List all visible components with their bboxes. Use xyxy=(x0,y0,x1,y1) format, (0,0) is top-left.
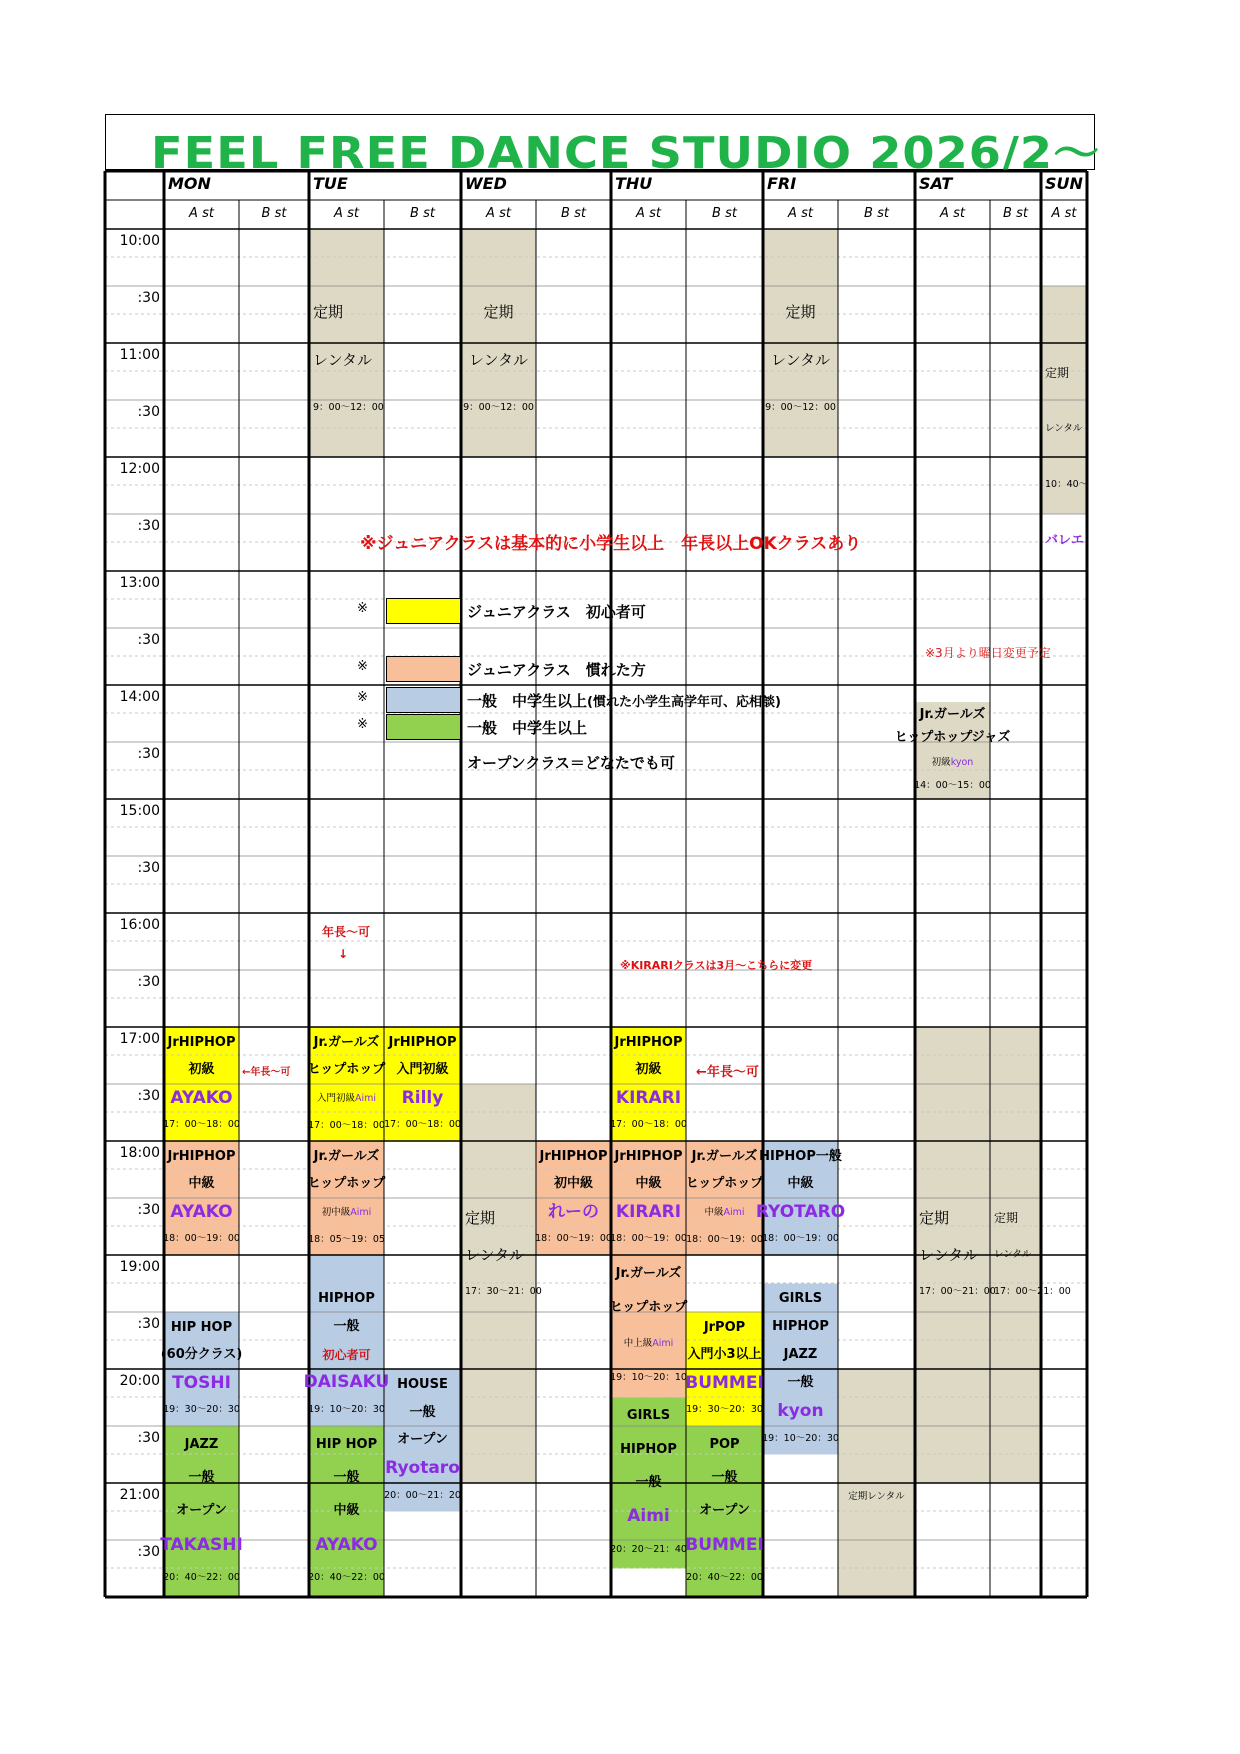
class-level: 一般 xyxy=(333,1319,360,1335)
time-label: :30 xyxy=(137,860,160,876)
legend-label: 一般 中学生以上(慣れた小学生高学年可、応相談) xyxy=(467,692,781,710)
studio-header: A st xyxy=(1051,206,1077,221)
instructor: kyon xyxy=(777,1400,824,1421)
class-tue-girls1 xyxy=(309,1027,384,1141)
legend-label: ジュニアクラス 慣れた方 xyxy=(467,661,646,679)
class-fri-hiphop xyxy=(755,1141,846,1255)
day-header-mon: MON xyxy=(168,174,211,193)
studio-header: B st xyxy=(410,206,435,221)
time-label: :30 xyxy=(137,1088,160,1104)
class-thu-b-pop xyxy=(686,1312,763,1426)
instructor: KIRARI xyxy=(615,1201,682,1222)
class-level: 入門初級 xyxy=(316,1092,355,1104)
time-label: :30 xyxy=(137,1544,160,1560)
time-label: 17:00 xyxy=(119,1031,160,1047)
time-label: :30 xyxy=(137,1316,160,1332)
instructor: Aimi xyxy=(652,1338,674,1350)
rental-sat-b xyxy=(990,1198,1071,1312)
time-label: :30 xyxy=(137,404,160,420)
studio-header: B st xyxy=(712,206,737,221)
class-name: JrHIPHOP xyxy=(167,1148,236,1164)
class-time: 19：30～20：30 xyxy=(163,1404,240,1416)
class-level: (60分クラス) xyxy=(160,1347,243,1363)
time-label: :30 xyxy=(137,290,160,306)
rental-time: 17：00～21：00 xyxy=(994,1285,1071,1297)
class-line xyxy=(932,754,974,770)
legend-label: ジュニアクラス 初心者可 xyxy=(467,603,646,621)
class-note: 初心者可 xyxy=(322,1347,371,1362)
time-label: 14:00 xyxy=(119,689,160,705)
class-level: 初中級 xyxy=(553,1176,593,1192)
class-time: 19：10～20：10 xyxy=(610,1372,687,1384)
rental-fri-b xyxy=(838,1483,915,1512)
time-label: 15:00 xyxy=(119,803,160,819)
studio-header: A st xyxy=(788,206,813,221)
class-mon-jazz xyxy=(160,1426,243,1597)
rental-sat-a xyxy=(915,1198,996,1312)
instructor: Aimi xyxy=(723,1206,745,1218)
class-line xyxy=(317,1090,376,1106)
class-name: GIRLS xyxy=(626,1408,671,1424)
class-level: JAZZ xyxy=(783,1347,818,1363)
studio-header: A st xyxy=(940,206,965,221)
legend-swatch xyxy=(386,656,461,682)
instructor: Aimi xyxy=(627,1506,670,1527)
class-level: 中級 xyxy=(704,1206,724,1218)
class-level: 初中級 xyxy=(321,1206,351,1218)
class-time: 20：00～21：20 xyxy=(384,1489,461,1501)
class-level: 入門小3以上 xyxy=(687,1347,762,1363)
instructor: Rilly xyxy=(401,1087,444,1108)
class-thu-girls-hiphop xyxy=(611,1398,686,1569)
rental-time: 17：00～21：00 xyxy=(919,1285,996,1297)
page-title: FEEL FREE DANCE STUDIO 2026/2～ xyxy=(151,128,1101,179)
rental-time: 10：40～ xyxy=(1045,479,1089,490)
rental-fri xyxy=(763,286,838,434)
class-name: GIRLS xyxy=(778,1291,823,1307)
thu-kinder-note: ←年長～可 xyxy=(696,1065,759,1080)
class-tue-hiphop2 xyxy=(309,1426,384,1597)
class-level: オープン xyxy=(176,1503,227,1519)
class-mon-jr2 xyxy=(164,1141,239,1255)
class-thu-girls3 xyxy=(611,1255,686,1398)
time-label: :30 xyxy=(137,632,160,648)
instructor: kyon xyxy=(950,756,974,768)
instructor: AYAKO xyxy=(315,1534,378,1555)
studio-header: B st xyxy=(561,206,586,221)
class-name: JrHIPHOP xyxy=(539,1148,608,1164)
time-label: :30 xyxy=(137,746,160,762)
time-label: 10:00 xyxy=(119,233,160,249)
class-time: 20：40～22：00 xyxy=(308,1572,385,1584)
class-time: 19：10～20：30 xyxy=(762,1432,839,1444)
studio-header: A st xyxy=(334,206,359,221)
rental-tue xyxy=(309,286,384,434)
class-level: HIPHOP xyxy=(620,1441,677,1457)
class-level: 初級 xyxy=(188,1062,215,1078)
instructor: DAISAKU xyxy=(303,1372,390,1393)
class-time: 18：00～19：00 xyxy=(762,1233,839,1245)
class-level: 一般 xyxy=(333,1470,360,1486)
day-header-tue: TUE xyxy=(313,174,348,193)
mon-kinder-note: ←年長～可 xyxy=(242,1067,291,1078)
legend-sub-label: (慣れた小学生高学年可、応相談) xyxy=(587,695,781,710)
day-header-thu: THU xyxy=(615,174,653,193)
class-time: 18：00～19：00 xyxy=(686,1233,763,1245)
time-label: 13:00 xyxy=(119,575,160,591)
rental-label: レンタル xyxy=(313,351,373,370)
class-level: 一般 xyxy=(409,1404,436,1420)
instructor: TOSHI xyxy=(172,1372,231,1393)
day-header-sat: SAT xyxy=(919,174,953,193)
class-time: 17：00～18：00 xyxy=(308,1119,385,1131)
instructor: RYOTARO xyxy=(755,1201,846,1222)
tue-kinder-note: 年長～可 xyxy=(322,925,371,939)
class-time: 18：00～19：00 xyxy=(535,1233,612,1245)
rental-label: 定期 xyxy=(465,1209,496,1228)
class-time: 18：05～19：05 xyxy=(308,1233,385,1245)
legend-mark: ※ xyxy=(357,717,368,732)
rental-time: 17：30～21：00 xyxy=(465,1285,542,1297)
legend-label: 一般 中学生以上 xyxy=(467,719,588,737)
class-thu-jr2 xyxy=(611,1141,686,1255)
time-label: 12:00 xyxy=(119,461,160,477)
rental-wed-eve xyxy=(461,1198,542,1312)
class-name: Jr.ガールズ xyxy=(691,1148,758,1164)
class-name: HIPHOP xyxy=(318,1291,375,1307)
rental-label: 定期レンタル xyxy=(848,1491,905,1503)
instructor: Aimi xyxy=(354,1092,377,1104)
instructor: AYAKO xyxy=(170,1201,233,1222)
rental-time: 9：00～12：00 xyxy=(463,402,534,414)
rental-time: 9：00～12：00 xyxy=(765,402,836,414)
class-sat-girls xyxy=(894,702,1011,799)
rental-label: 定期 xyxy=(994,1211,1019,1226)
class-thu-b-pop2 xyxy=(686,1426,763,1597)
class-name: HOUSE xyxy=(397,1376,448,1392)
time-label: :30 xyxy=(137,518,160,534)
time-label: 19:00 xyxy=(119,1259,160,1275)
class-tue-girls2 xyxy=(309,1141,384,1255)
legend-mark: ※ xyxy=(357,601,368,616)
rental-label: レンタル xyxy=(919,1245,979,1264)
class-wed-b-jr xyxy=(536,1141,611,1255)
instructor: Aimi xyxy=(350,1206,372,1218)
rental-label: レンタル xyxy=(1045,423,1083,434)
class-tue-b-jr xyxy=(384,1027,461,1141)
legend-open-class: オープンクラス＝どなたでも可 xyxy=(467,754,675,772)
class-name: Jr.ガールズ xyxy=(615,1266,682,1282)
instructor: TAKASHI xyxy=(160,1534,243,1555)
class-time: 14：00～15：00 xyxy=(914,779,991,791)
class-level: 一般 xyxy=(635,1474,662,1490)
junior-class-note: ※ジュニアクラスは基本的に小学生以上 年長以上OKクラスあり xyxy=(360,534,862,554)
time-label: 21:00 xyxy=(119,1487,160,1503)
instructor: れーの xyxy=(548,1201,599,1222)
class-thu-jr1 xyxy=(611,1027,686,1141)
studio-header: B st xyxy=(864,206,889,221)
studio-header: B st xyxy=(1003,206,1028,221)
class-time: 17：00～18：00 xyxy=(610,1119,687,1131)
rental-wed xyxy=(461,286,536,434)
kirari-change-note: ※KIRARIクラスは3月～こちらに変更 xyxy=(620,959,813,972)
rental-label: 定期 xyxy=(483,303,514,322)
class-level: 初級 xyxy=(931,756,951,768)
studio-header: A st xyxy=(486,206,511,221)
class-mon-jr1 xyxy=(164,1027,239,1141)
instructor: KIRARI xyxy=(615,1087,682,1108)
class-name: HIPHOP一般 xyxy=(759,1148,842,1164)
studio-header: B st xyxy=(261,206,287,221)
class-level: 入門初級 xyxy=(396,1062,449,1078)
class-time: 20：20～21：40 xyxy=(610,1543,687,1555)
legend-swatch xyxy=(386,687,461,713)
rental-label: 定期 xyxy=(313,303,344,322)
rental-label: レンタル xyxy=(468,351,529,370)
class-time: 20：40～22：00 xyxy=(163,1572,240,1584)
saturday-change-note: ※3月より曜日変更予定 xyxy=(925,646,1051,660)
class-name: Jr.ガールズ xyxy=(313,1034,380,1050)
class-level: ヒップホップ xyxy=(609,1300,688,1316)
class-time: 18：00～19：00 xyxy=(610,1233,687,1245)
tue-kinder-arrow: ↓ xyxy=(338,947,349,961)
class-level: 一般 xyxy=(711,1470,738,1486)
class-name: JrHIPHOP xyxy=(388,1034,457,1050)
class-line xyxy=(704,1204,744,1220)
class-line xyxy=(624,1335,674,1351)
time-label: :30 xyxy=(137,1430,160,1446)
class-tue-hiphop xyxy=(303,1284,390,1427)
class-level: ヒップホップ xyxy=(685,1175,764,1191)
class-name: JAZZ xyxy=(184,1436,219,1452)
time-label: 20:00 xyxy=(119,1373,160,1389)
class-level: ヒップホップ xyxy=(307,1061,386,1077)
legend-swatch xyxy=(386,714,461,740)
studio-header: A st xyxy=(189,206,214,221)
rental-label: レンタル xyxy=(770,351,831,370)
time-label: :30 xyxy=(137,974,160,990)
class-level: 一般 xyxy=(188,1470,215,1486)
rental-label: 定期 xyxy=(1045,366,1070,380)
time-label: :30 xyxy=(137,1202,160,1218)
instructor: Ryotaro xyxy=(385,1457,460,1478)
class-level: ヒップホップジャズ xyxy=(894,730,1011,746)
day-header-sun: SUN xyxy=(1045,174,1083,193)
class-name: Jr.ガールズ xyxy=(919,707,986,723)
rental-label: 定期 xyxy=(785,303,816,322)
day-header-fri: FRI xyxy=(767,174,797,193)
class-level: HIPHOP xyxy=(772,1319,829,1335)
class-fri-girls xyxy=(763,1284,838,1455)
class-mon-hiphop xyxy=(160,1312,243,1426)
class-level: 一般 xyxy=(787,1374,814,1390)
rental-extra: バレエ xyxy=(1045,533,1085,548)
class-time: 17：00～18：00 xyxy=(384,1119,461,1131)
class-level: 中級 xyxy=(333,1503,360,1519)
class-time: 18：00～19：00 xyxy=(163,1233,240,1245)
class-name: POP xyxy=(709,1436,740,1452)
class-name: HIP HOP xyxy=(315,1436,378,1452)
time-label: 16:00 xyxy=(119,917,160,933)
class-line xyxy=(322,1204,372,1220)
rental-sun xyxy=(1041,343,1087,571)
time-label: 11:00 xyxy=(119,347,160,363)
class-level: 中級 xyxy=(635,1176,662,1192)
class-tue-b-house xyxy=(384,1369,461,1512)
class-level: オープン xyxy=(699,1503,750,1519)
class-time: 19：30～20：30 xyxy=(686,1404,763,1416)
legend-mark: ※ xyxy=(357,659,368,674)
class-level: 中級 xyxy=(188,1176,215,1192)
class-level: 中級 xyxy=(787,1176,814,1192)
time-label: 18:00 xyxy=(119,1145,160,1161)
class-level: オープン xyxy=(397,1432,448,1448)
class-name: JrPOP xyxy=(703,1319,746,1335)
legend-mark: ※ xyxy=(357,690,368,705)
instructor: BUMMEI xyxy=(685,1534,764,1555)
class-time: 17：00～18：00 xyxy=(163,1119,240,1131)
class-level: 初級 xyxy=(635,1062,662,1078)
class-time: 19：10～20：30 xyxy=(308,1404,385,1416)
class-name: Jr.ガールズ xyxy=(313,1148,380,1164)
class-name: JrHIPHOP xyxy=(614,1148,683,1164)
studio-header: A st xyxy=(636,206,661,221)
rental-label: レンタル xyxy=(994,1248,1032,1260)
rental-time: 9：00～12：00 xyxy=(313,402,384,414)
class-time: 20：40～22：00 xyxy=(686,1572,763,1584)
class-name: JrHIPHOP xyxy=(614,1034,683,1050)
class-name: JrHIPHOP xyxy=(167,1034,236,1050)
class-level: 中上級 xyxy=(623,1338,653,1350)
instructor: AYAKO xyxy=(170,1087,233,1108)
day-header-wed: WED xyxy=(465,174,507,193)
class-level: ヒップホップ xyxy=(307,1175,386,1191)
legend-swatch xyxy=(386,598,461,624)
instructor: BUMMEI xyxy=(685,1372,764,1393)
rental-label: レンタル xyxy=(465,1245,525,1264)
rental-label: 定期 xyxy=(919,1209,950,1228)
class-thu-b-girls xyxy=(686,1141,763,1255)
class-name: HIP HOP xyxy=(170,1319,233,1335)
